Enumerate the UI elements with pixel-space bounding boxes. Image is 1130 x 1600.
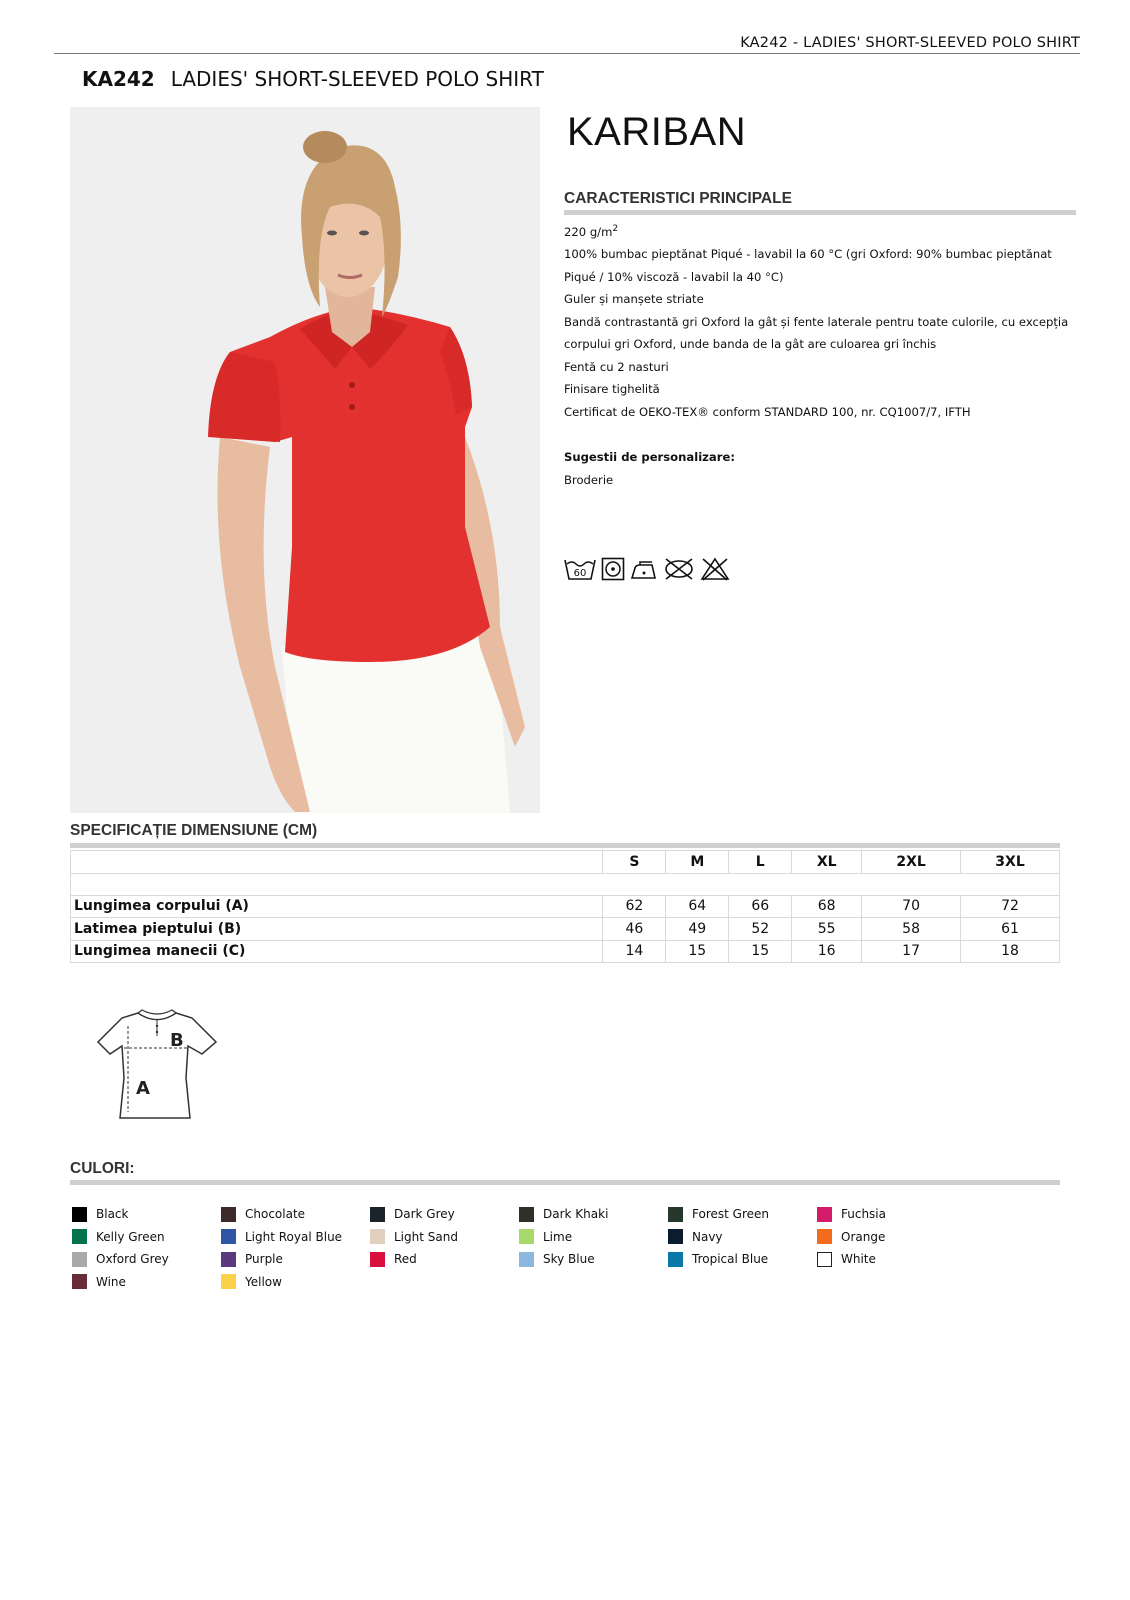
- size-header: 2XL: [862, 851, 961, 874]
- personalization-title: Sugestii de personalizare:: [564, 450, 735, 464]
- product-photo: [70, 107, 540, 813]
- product-title: LADIES' SHORT-SLEEVED POLO SHIRT: [170, 67, 544, 91]
- running-header: KA242 - LADIES' SHORT-SLEEVED POLO SHIRT: [54, 34, 1080, 54]
- swatch-row: [72, 1248, 972, 1271]
- no-bleach-icon: [663, 557, 695, 581]
- cell: 16: [792, 940, 862, 963]
- color-swatch: Lime: [519, 1229, 668, 1244]
- feature-weight: 220 $g/m^2$: [564, 224, 619, 239]
- table-row: [71, 940, 1060, 963]
- tumble-dry-icon: [601, 557, 625, 581]
- diagram-label-b: B: [170, 1030, 184, 1051]
- color-swatch: Chocolate: [221, 1207, 370, 1222]
- cell: 68: [792, 895, 862, 918]
- cell: 15: [729, 940, 792, 963]
- colors-divider: [70, 1180, 1060, 1185]
- color-chip: [370, 1229, 385, 1244]
- cell: 66: [729, 895, 792, 918]
- cell: 55: [792, 918, 862, 941]
- cell: 62: [603, 895, 666, 918]
- color-swatch: Forest Green: [668, 1207, 817, 1222]
- diagram-label-a: A: [136, 1078, 150, 1099]
- personalization-value: Broderie: [564, 473, 614, 487]
- swatch-row: [72, 1203, 972, 1226]
- size-header: S: [603, 851, 666, 874]
- color-swatch: Wine: [72, 1274, 221, 1289]
- cell: 52: [729, 918, 792, 941]
- color-chip: [72, 1229, 87, 1244]
- color-swatch: Dark Khaki: [519, 1207, 668, 1222]
- features-list: [564, 218, 1076, 423]
- color-chip: [72, 1274, 87, 1289]
- color-chip: [817, 1207, 832, 1222]
- color-chip: [519, 1207, 534, 1222]
- colors-title: CULORI:: [70, 1160, 135, 1177]
- size-header: 3XL: [961, 851, 1060, 874]
- no-dry-clean-icon: [700, 557, 730, 581]
- model-illustration: [70, 107, 540, 813]
- color-chip: [817, 1229, 832, 1244]
- color-chip: [519, 1229, 534, 1244]
- color-swatch: Sky Blue: [519, 1252, 668, 1267]
- document-title: [82, 67, 544, 91]
- feature-item: Certificat de OEKO-TEX® conform STANDARD 100, nr. CQ1007/7, IFTH: [564, 404, 971, 419]
- sizes-title: SPECIFICAȚIE DIMENSIUNE (CM): [70, 822, 318, 839]
- color-swatch: Black: [72, 1207, 221, 1222]
- color-chip: [221, 1274, 236, 1289]
- cell: 17: [862, 940, 961, 963]
- color-swatch: Oxford Grey: [72, 1252, 221, 1267]
- size-table-header: [71, 851, 1060, 874]
- color-swatches: [72, 1203, 972, 1293]
- color-chip: [72, 1252, 87, 1267]
- cell: 46: [603, 918, 666, 941]
- color-chip: [370, 1252, 385, 1267]
- cell: 14: [603, 940, 666, 963]
- color-swatch: Fuchsia: [817, 1207, 966, 1222]
- svg-text:60: 60: [573, 568, 587, 579]
- table-row: [71, 895, 1060, 918]
- color-chip: [221, 1229, 236, 1244]
- swatch-row: [72, 1271, 972, 1294]
- color-swatch: Tropical Blue: [668, 1252, 817, 1267]
- features-title: CARACTERISTICI PRINCIPALE: [564, 190, 792, 207]
- row-label: Lungimea corpului (A): [71, 895, 603, 918]
- cell: 72: [961, 895, 1060, 918]
- sizes-divider: [70, 843, 1060, 848]
- feature-item: Bandă contrastantă gri Oxford la gât și fente laterale pentru toate culorile, cu excepția corpului gri Oxford, unde banda de la gât are culoarea gri închis: [564, 314, 1069, 352]
- size-header: L: [729, 851, 792, 874]
- feature-item: Fentă cu 2 nasturi: [564, 359, 669, 374]
- table-row: [71, 918, 1060, 941]
- color-swatch: Navy: [668, 1229, 817, 1244]
- color-chip: [817, 1252, 832, 1267]
- color-chip: [668, 1229, 683, 1244]
- color-chip: [668, 1252, 683, 1267]
- color-chip: [370, 1207, 385, 1222]
- iron-icon: [630, 557, 658, 581]
- brand-name: KARIBAN: [567, 110, 747, 154]
- color-swatch: White: [817, 1252, 966, 1267]
- cell: 49: [666, 918, 729, 941]
- color-chip: [221, 1252, 236, 1267]
- feature-item: Finisare tighelită: [564, 382, 660, 397]
- color-swatch: Orange: [817, 1229, 966, 1244]
- size-header-empty: [71, 851, 603, 874]
- color-chip: [519, 1252, 534, 1267]
- cell: 70: [862, 895, 961, 918]
- measurement-diagram: [94, 1008, 224, 1126]
- color-swatch: Yellow: [221, 1274, 370, 1289]
- size-table-spacer: [71, 873, 1060, 895]
- size-table: [70, 850, 1060, 963]
- cell: 18: [961, 940, 1060, 963]
- color-chip: [668, 1207, 683, 1222]
- care-icons: [564, 557, 730, 581]
- row-label: Lungimea manecii (C): [71, 940, 603, 963]
- row-label: Latimea pieptului (B): [71, 918, 603, 941]
- feature-item: Guler și manșete striate: [564, 292, 704, 307]
- features-divider: [564, 210, 1076, 215]
- size-header: XL: [792, 851, 862, 874]
- color-swatch: Kelly Green: [72, 1229, 221, 1244]
- color-chip: [72, 1207, 87, 1222]
- cell: 58: [862, 918, 961, 941]
- product-code: KA242: [82, 67, 155, 91]
- size-header: M: [666, 851, 729, 874]
- cell: 61: [961, 918, 1060, 941]
- feature-item: 100% bumbac pieptănat Piqué - lavabil la 60 °C (gri Oxford: 90% bumbac pieptănat Piqué / 10% viscoză - lavabil la 40 °C): [564, 247, 1052, 284]
- color-chip: [221, 1207, 236, 1222]
- color-swatch: Purple: [221, 1252, 370, 1267]
- wash-60-icon: [564, 557, 596, 581]
- color-swatch: Light Sand: [370, 1229, 519, 1244]
- cell: 64: [666, 895, 729, 918]
- swatch-row: [72, 1226, 972, 1249]
- color-swatch: Dark Grey: [370, 1207, 519, 1222]
- color-swatch: Red: [370, 1252, 519, 1267]
- cell: 15: [666, 940, 729, 963]
- color-swatch: Light Royal Blue: [221, 1229, 370, 1244]
